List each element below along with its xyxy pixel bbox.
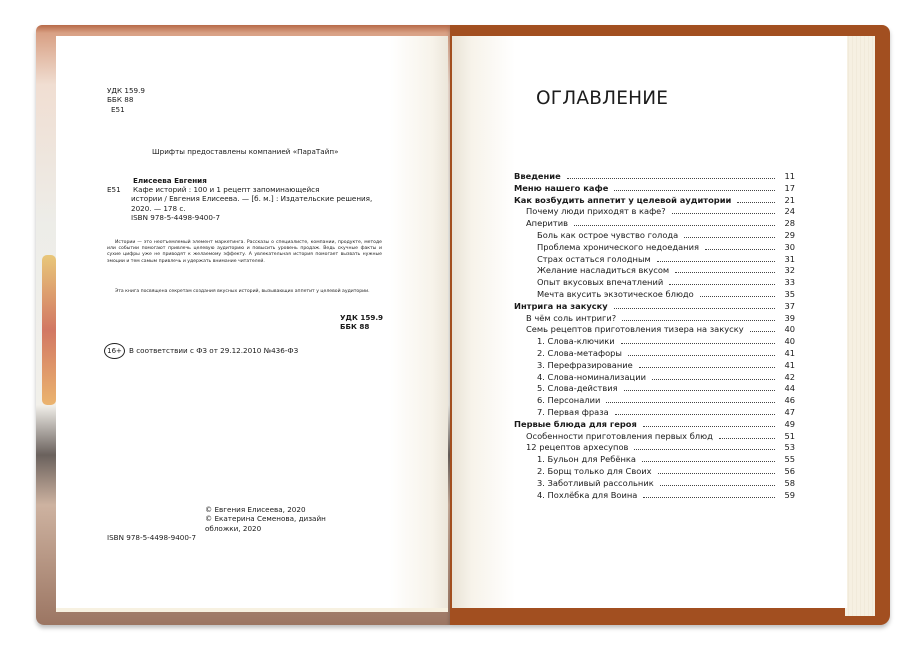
toc-entry[interactable]	[514, 407, 795, 419]
toc-entry[interactable]	[514, 313, 795, 325]
toc-entry[interactable]	[514, 289, 795, 301]
toc-entry[interactable]	[514, 171, 795, 183]
toc-entry-label: 4. Слова-номинализации	[537, 371, 646, 382]
toc-entry-page: 55	[784, 454, 795, 465]
toc-entry-label: Проблема хронического недоедания	[537, 241, 699, 252]
copyright-author: © Евгения Елисеева, 2020	[205, 505, 306, 514]
page-edges	[845, 36, 875, 616]
catalog-line: истории / Евгения Елисеева. — [б. м.] : Издательские решения,	[131, 194, 373, 204]
toc-entry-label: Введение	[514, 171, 561, 181]
toc-entry-label: 5. Слова-действия	[537, 383, 618, 394]
toc-entry[interactable]	[514, 242, 795, 254]
toc-entry-page: 37	[784, 300, 795, 311]
author-mark: Е51	[111, 104, 125, 114]
toc-leader-dots	[643, 426, 775, 427]
copyright-designer: © Екатерина Семенова, дизайн	[205, 514, 326, 524]
toc-entry-label: 1. Бульон для Ребёнка	[537, 454, 637, 465]
toc-entry-label: Семь рецептов приготовления тизера на закуску	[526, 324, 744, 335]
toc-leader-dots	[643, 497, 775, 498]
toc-entry-page: 30	[784, 241, 795, 252]
udk-repeat	[340, 313, 383, 332]
toc-leader-dots	[642, 461, 775, 462]
toc-entry-label: Почему люди приходят в кафе?	[526, 206, 666, 217]
age-rating-row	[104, 343, 298, 359]
toc-leader-dots	[634, 449, 775, 450]
table-of-contents	[514, 171, 795, 501]
toc-entry-page: 40	[784, 336, 795, 347]
toc-entry-label: 3. Перефразирование	[537, 359, 633, 370]
toc-entry-page: 21	[784, 194, 795, 205]
toc-entry-page: 46	[784, 395, 795, 406]
toc-entry[interactable]	[514, 230, 795, 242]
toc-entry[interactable]	[514, 431, 795, 443]
fonts-notice: Шрифты предоставлены компанией «ПараТайп»	[152, 147, 339, 156]
copyright-designer-cont: обложки, 2020	[205, 523, 262, 533]
catalog-line: ISBN 978-5-4498-9400-7	[131, 212, 221, 222]
toc-entry-page: 33	[784, 277, 795, 288]
toc-leader-dots	[615, 414, 775, 415]
toc-entry-label: Аперитив	[526, 218, 568, 229]
toc-entry[interactable]	[514, 466, 795, 478]
toc-entry-page: 24	[784, 206, 795, 217]
toc-entry-page: 56	[784, 465, 795, 476]
catalog-mark: Е51	[107, 185, 121, 194]
toc-entry-page: 32	[784, 265, 795, 276]
toc-entry-page: 47	[784, 406, 795, 417]
toc-entry-label: Мечта вкусить экзотическое блюдо	[537, 288, 694, 299]
toc-entry-page: 28	[784, 218, 795, 229]
toc-leader-dots	[737, 202, 775, 203]
toc-leader-dots	[621, 343, 775, 344]
toc-leader-dots	[750, 331, 775, 332]
toc-entry[interactable]	[514, 478, 795, 490]
toc-entry[interactable]	[514, 490, 795, 502]
toc-leader-dots	[669, 284, 775, 285]
toc-entry-page: 49	[784, 418, 795, 429]
age-rating-badge: 16+	[104, 343, 125, 359]
toc-entry-label: 3. Заботливый рассольник	[537, 477, 654, 488]
udk-block	[107, 86, 145, 114]
toc-entry-page: 41	[784, 347, 795, 358]
annotation-paragraph-1: Истории — это неотъемлемый элемент маркетинга. Рассказы о специалисте, компании, продукте, методе или событии помогают привлечь целевую аудиторию и повысить уровень продаж. Ведь скучные факты и сухие цифры уже не приводят к желаемому эффекту. А увлекательная история помогает вызвать нужные эмоции и тем самым привлечь и удержать внимание читателей.	[107, 240, 382, 264]
toc-entry-label: 1. Слова-ключики	[537, 336, 615, 347]
toc-entry[interactable]	[514, 324, 795, 336]
toc-leader-dots	[628, 355, 775, 356]
toc-leader-dots	[614, 308, 775, 309]
toc-entry-page: 40	[784, 324, 795, 335]
toc-entry[interactable]	[514, 419, 795, 431]
toc-entry[interactable]	[514, 395, 795, 407]
toc-entry[interactable]	[514, 206, 795, 218]
toc-entry-label: Первые блюда для героя	[514, 418, 637, 429]
toc-entry[interactable]	[514, 195, 795, 207]
catalog-line: Кафе историй : 100 и 1 рецепт запоминающейся	[133, 185, 320, 194]
toc-entry-label: Особенности приготовления первых блюд	[526, 430, 713, 441]
toc-entry-page: 35	[784, 288, 795, 299]
law-notice: В соответствии с ФЗ от 29.12.2010 №436-ФЗ	[129, 346, 299, 355]
toc-leader-dots	[639, 367, 775, 368]
author-name: Елисеева Евгения	[133, 176, 207, 185]
toc-leader-dots	[684, 237, 775, 238]
toc-entry[interactable]	[514, 301, 795, 313]
toc-leader-dots	[675, 272, 775, 273]
toc-leader-dots	[567, 178, 775, 179]
toc-title: ОГЛАВЛЕНИЕ	[536, 88, 669, 109]
toc-leader-dots	[622, 320, 775, 321]
toc-entry[interactable]	[514, 360, 795, 372]
toc-entry[interactable]	[514, 336, 795, 348]
catalog-record	[133, 185, 383, 222]
toc-entry[interactable]	[514, 372, 795, 384]
toc-entry[interactable]	[514, 277, 795, 289]
toc-entry-label: Желание насладиться вкусом	[537, 265, 670, 276]
cover-decoration	[42, 255, 56, 405]
toc-leader-dots	[705, 249, 775, 250]
toc-entry-page: 59	[784, 489, 795, 500]
toc-leader-dots	[658, 473, 775, 474]
toc-entry-label: Боль как острое чувство голода	[537, 229, 679, 240]
toc-entry-label: 6. Персоналии	[537, 395, 601, 406]
toc-entry-label: Меню нашего кафе	[514, 182, 609, 193]
toc-leader-dots	[700, 296, 775, 297]
toc-entry[interactable]	[514, 254, 795, 266]
toc-entry[interactable]	[514, 454, 795, 466]
toc-entry[interactable]	[514, 265, 795, 277]
copyright-block	[205, 505, 326, 533]
toc-entry-page: 41	[784, 359, 795, 370]
toc-entry-page: 31	[784, 253, 795, 264]
toc-entry-page: 44	[784, 383, 795, 394]
toc-entry[interactable]	[514, 442, 795, 454]
toc-entry[interactable]	[514, 218, 795, 230]
annotation-paragraph-2: Эта книга посвящена секретам создания вкусных историй, вызывающих аппетит у целевой аудитории.	[115, 289, 370, 294]
toc-entry-label: 12 рецептов архесупов	[526, 442, 629, 453]
toc-entry-label: Интрига на закуску	[514, 300, 608, 311]
toc-entry[interactable]	[514, 348, 795, 360]
toc-entry-page: 42	[784, 371, 795, 382]
toc-entry[interactable]	[514, 183, 795, 195]
toc-entry-label: Как возбудить аппетит у целевой аудитории	[514, 194, 732, 205]
isbn-footer: ISBN 978-5-4498-9400-7	[107, 533, 197, 542]
bbk-2: ББК 88	[340, 322, 370, 332]
udk-2: УДК 159.9	[340, 313, 384, 322]
toc-entry-label: Опыт вкусовых впечатлений	[537, 277, 664, 288]
udk: УДК 159.9	[107, 86, 145, 95]
toc-leader-dots	[606, 402, 775, 403]
toc-leader-dots	[719, 438, 775, 439]
toc-entry-page: 58	[784, 477, 795, 488]
toc-entry-page: 11	[784, 171, 795, 181]
toc-entry[interactable]	[514, 383, 795, 395]
toc-entry-page: 53	[784, 442, 795, 453]
toc-entry-label: 2. Борщ только для Своих	[537, 465, 652, 476]
toc-entry-label: 2. Слова-метафоры	[537, 347, 622, 358]
toc-leader-dots	[672, 213, 775, 214]
toc-leader-dots	[652, 379, 775, 380]
toc-leader-dots	[624, 390, 775, 391]
toc-entry-page: 17	[784, 182, 795, 193]
catalog-line: 2020. — 178 с.	[131, 203, 186, 213]
toc-entry-page: 29	[784, 229, 795, 240]
toc-leader-dots	[614, 190, 775, 191]
toc-entry-label: Страх остаться голодным	[537, 253, 651, 264]
bbk: ББК 88	[107, 95, 134, 105]
toc-leader-dots	[574, 225, 775, 226]
toc-entry-label: 7. Первая фраза	[537, 406, 609, 417]
toc-entry-label: 4. Похлёбка для Воина	[537, 489, 638, 500]
toc-entry-label: В чём соль интриги?	[526, 312, 617, 323]
toc-leader-dots	[657, 261, 775, 262]
toc-leader-dots	[660, 485, 775, 486]
toc-entry-page: 51	[784, 430, 795, 441]
toc-entry-page: 39	[784, 312, 795, 323]
